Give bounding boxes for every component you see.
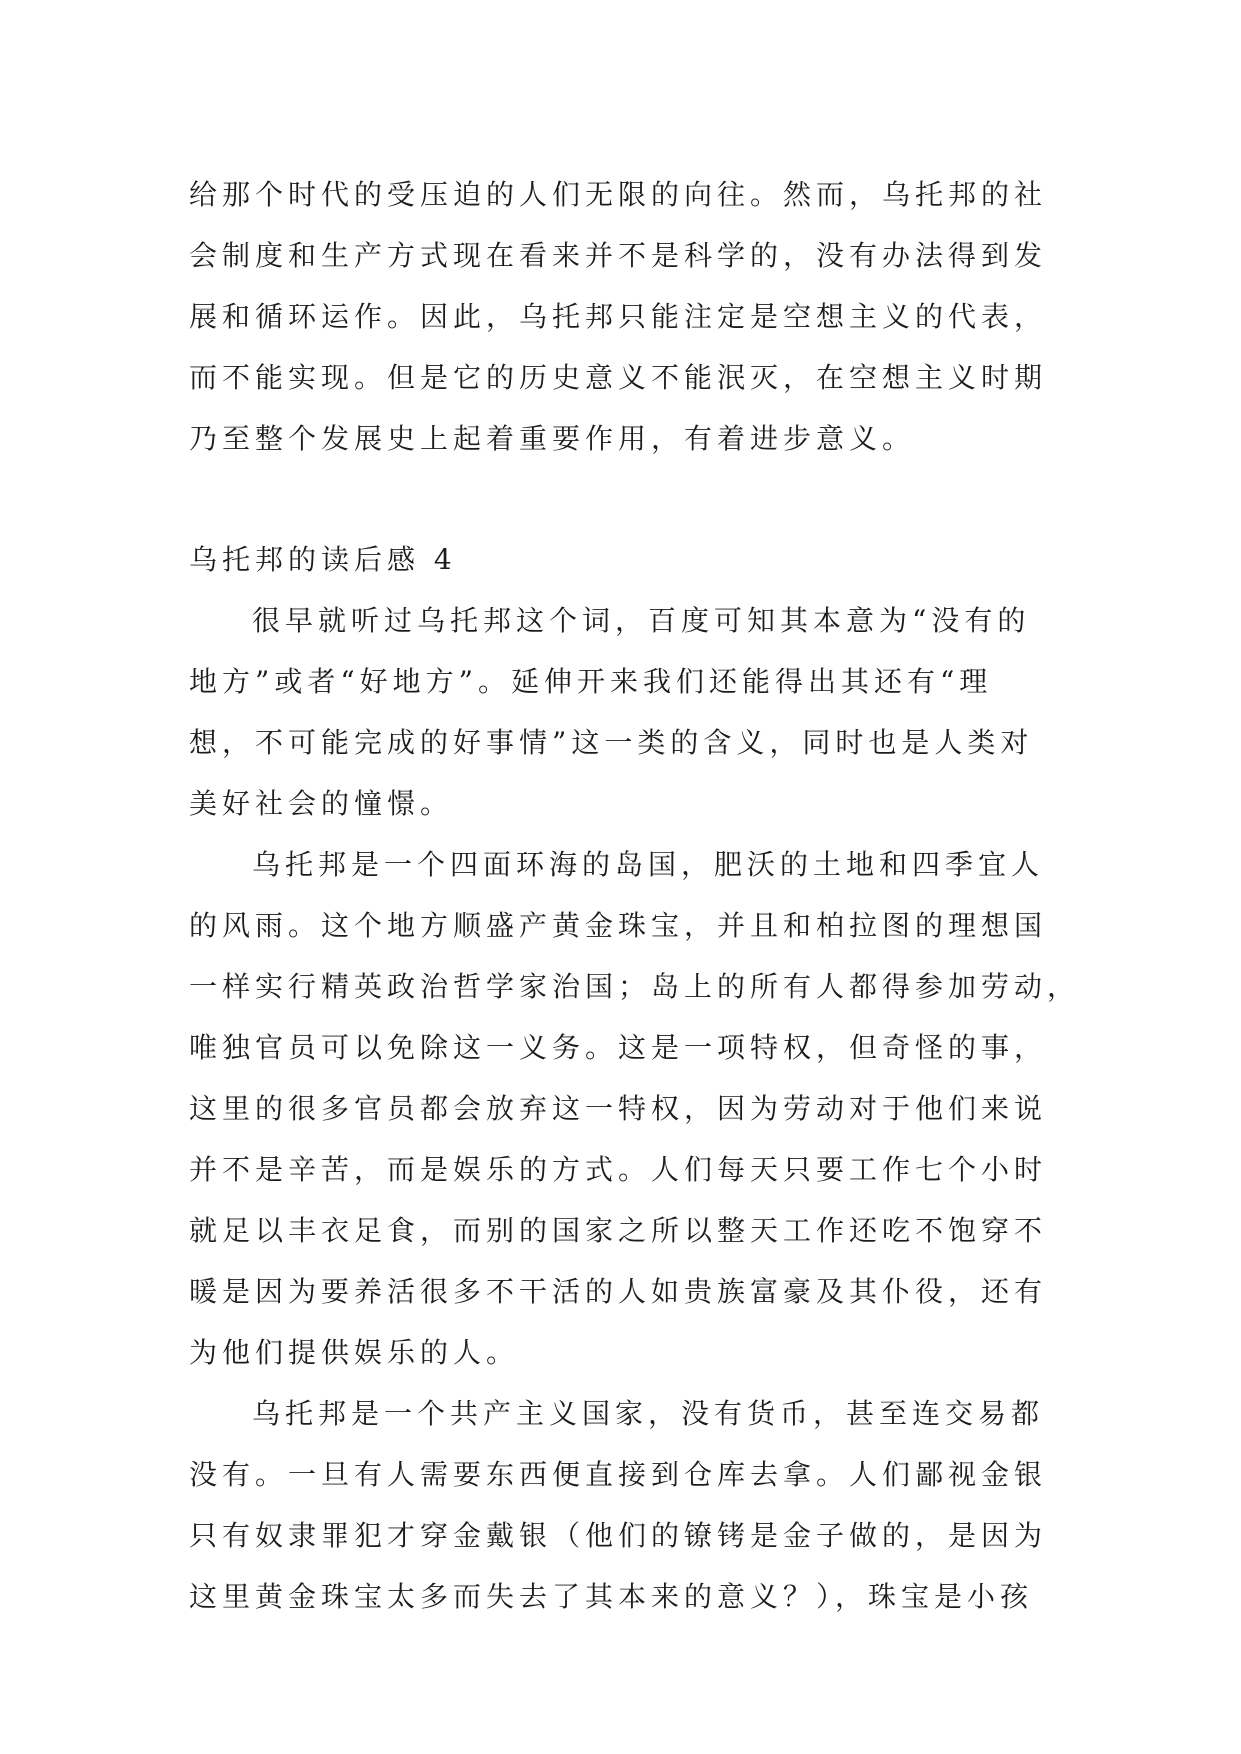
paragraph-line: 并不是辛苦，而是娱乐的方式。人们每天只要工作七个小时 [189,1153,1048,1186]
paragraph-line: 暖是因为要养活很多不干活的人如贵族富豪及其仆役，还有 [189,1275,1048,1308]
paragraph-line: 这里黄金珠宝太多而失去了其本来的意义？），珠宝是小孩 [189,1580,1034,1613]
paragraph-line: 唯独官员可以免除这一义务。这是一项特权，但奇怪的事， [189,1031,1048,1064]
paragraph-line: 而不能实现。但是它的历史意义不能泯灭，在空想主义时期 [189,361,1048,394]
section-gap [189,469,1049,529]
paragraph-line: 这里的很多官员都会放弃这一特权，因为劳动对于他们来说 [189,1092,1048,1125]
paragraph-line: 的风雨。这个地方顺盛产黄金珠宝，并且和柏拉图的理想国 [189,909,1048,942]
paragraph-line: 地方”或者“好地方”。延伸开来我们还能得出其还有“理 [189,665,993,698]
paragraph-line: 没有。一旦有人需要东西便直接到仓库去拿。人们鄙视金银 [189,1458,1048,1491]
paragraph-line: 美好社会的憧憬。 [189,787,454,820]
paragraph-line: 想，不可能完成的好事情”这一类的含义，同时也是人类对 [189,726,1034,759]
document-body [189,164,1081,1627]
paragraph-line: 展和循环运作。因此，乌托邦只能注定是空想主义的代表， [189,300,1048,333]
paragraph-line: 很早就听过乌托邦这个词，百度可知其本意为“没有的 [252,604,1031,637]
paragraph-line: 一样实行精英政治哲学家治国；岛上的所有人都得参加劳动， [189,970,1081,1003]
paragraph-line: 乃至整个发展史上起着重要作用，有着进步意义。 [189,422,916,455]
paragraph-line: 为他们提供娱乐的人。 [189,1336,520,1369]
paragraph-line: 只有奴隶罪犯才穿金戴银（他们的镣铐是金子做的，是因为 [189,1519,1048,1552]
paragraph-line: 会制度和生产方式现在看来并不是科学的，没有办法得到发 [189,239,1048,272]
paragraph-line: 乌托邦是一个四面环海的岛国，肥沃的土地和四季宜人 [252,848,1045,881]
paragraph-line: 就足以丰衣足食，而别的国家之所以整天工作还吃不饱穿不 [189,1214,1048,1247]
paragraph-line: 乌托邦是一个共产主义国家，没有货币，甚至连交易都 [252,1397,1045,1430]
section-heading: 乌托邦的读后感 4 [189,543,457,576]
paragraph-line: 给那个时代的受压迫的人们无限的向往。然而，乌托邦的社 [189,178,1048,211]
